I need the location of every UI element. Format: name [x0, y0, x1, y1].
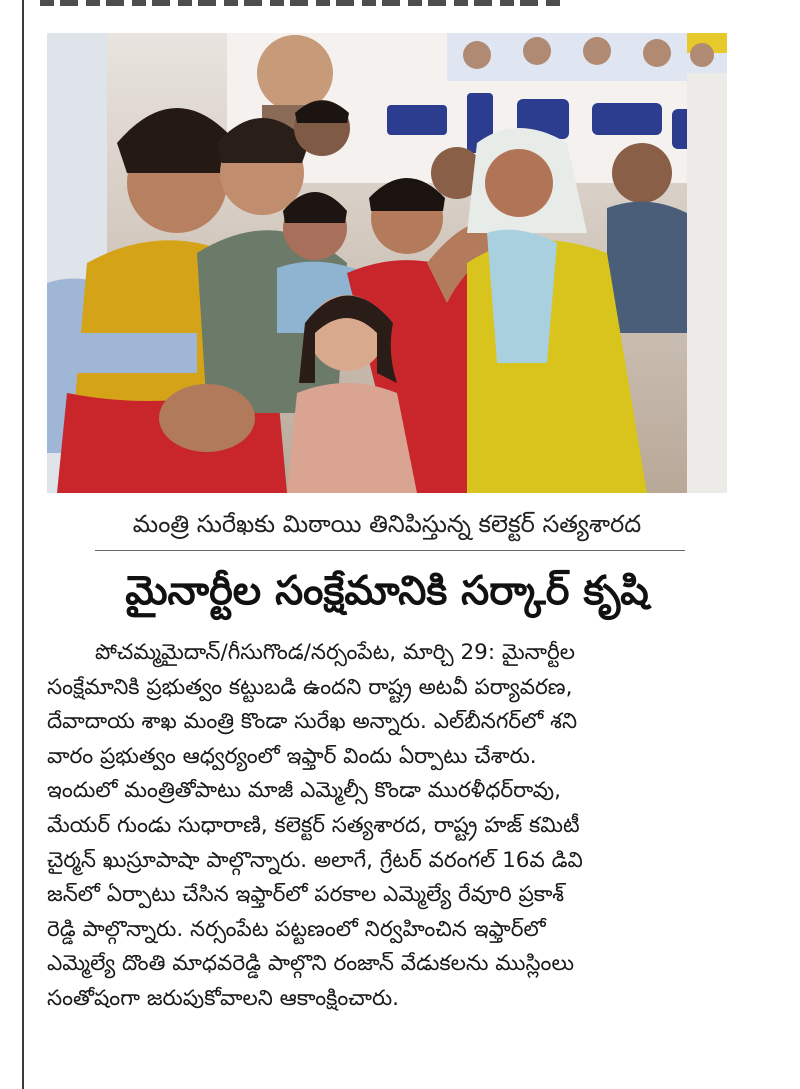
body-line: సంక్షేమానికి ప్రభుత్వం కట్టుబడి ఉందని రాష్ట్ర అటవీ పర్యావరణ, — [47, 674, 573, 700]
body-line: జన్‌లో ఏర్పాటు చేసిన ఇఫ్తార్‌లో పరకాల ఎమ్మెల్యే రేవూరి ప్రకాశ్ — [47, 882, 565, 908]
body-line: ఎమ్మెల్యే దొంతి మాధవరెడ్డి పాల్గొని రంజాన్ వేడుకలను ముస్లింలు — [47, 951, 575, 977]
body-line: వారం ప్రభుత్వం ఆధ్వర్యంలో ఇఫ్తార్ విందు ఏర్పాటు చేశారు. — [47, 743, 537, 769]
news-photo — [47, 33, 727, 493]
column-rule — [22, 0, 24, 1089]
news-photo-illustration — [47, 33, 727, 493]
photo-caption: మంత్రి సురేఖకు మిఠాయి తినిపిస్తున్న కలెక్టర్ సత్యశారద — [132, 510, 642, 538]
article-body — [47, 636, 737, 1017]
body-line: మేయర్ గుండు సుధారాణి, కలెక్టర్ సత్యశారద, రాష్ట్ర హజ్ కమిటీ — [47, 812, 580, 838]
body-line: ఇందులో మంత్రితోపాటు మాజీ ఎమ్మెల్సీ కొండా మురళీధర్‌రావు, — [47, 778, 561, 804]
caption-divider — [95, 550, 685, 551]
body-line: పోచమ్మమైదాన్/గీసుగొండ/నర్సంపేట, మార్చి 29: మైనార్టీల — [95, 640, 576, 665]
body-line: సంతోషంగా జరుపుకోవాలని ఆకాంక్షించారు. — [47, 985, 399, 1011]
article-headline: మైనార్టీల సంక్షేమానికి సర్కార్ కృషి — [125, 568, 649, 614]
clipped-previous-text — [40, 0, 640, 8]
body-line: చైర్మన్ ఖుస్రూపాషా పాల్గొన్నారు. అలాగే, గ్రేటర్ వరంగల్ 16వ డివి — [47, 847, 583, 873]
body-line: దేవాదాయ శాఖ మంత్రి కొండా సురేఖ అన్నారు. ఎల్‌బీనగర్‌లో శని — [47, 709, 578, 735]
body-line: రెడ్డి పాల్గొన్నారు. నర్సంపేట పట్టణంలో నిర్వహించిన ఇఫ్తార్‌లో — [47, 916, 546, 942]
